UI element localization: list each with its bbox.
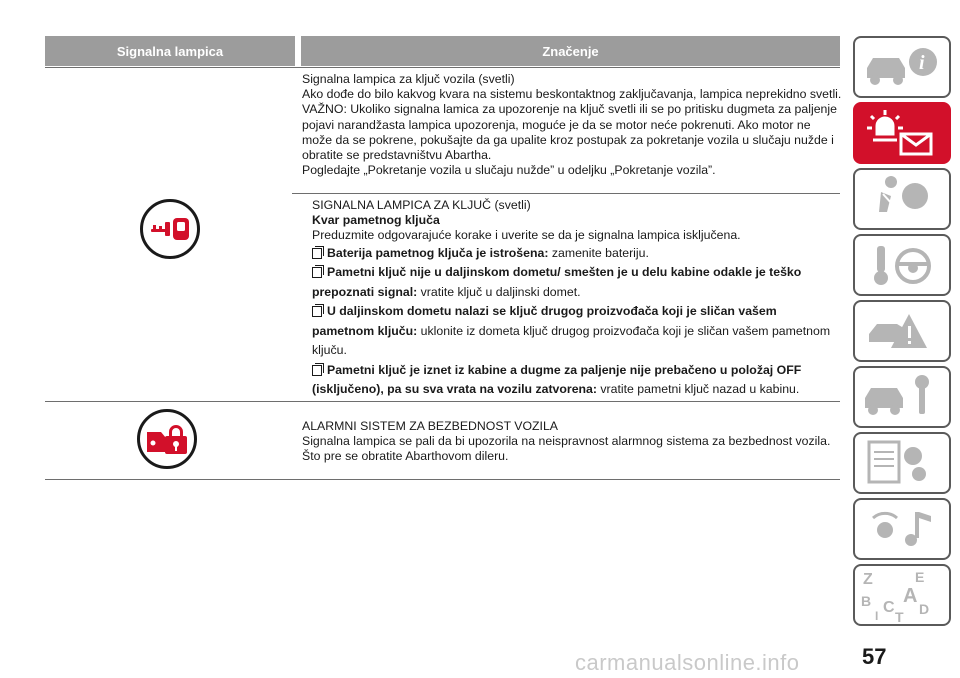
bullet-box-icon: [312, 363, 323, 375]
alarm-text-line: Što pre se obratite Abarthovom dileru.: [302, 449, 509, 464]
svg-text:i: i: [919, 52, 925, 74]
key-lamp-important-note: VAŽNO: Ukoliko signalna lamica za upozorenje na ključ svetli ili se po pritisku dugmeta za paljenje pojavi narandžasta lampica upozorenja, moguće je da se motor neće pokrenuti. Ako motor ne može da se pokrene, pokušajte da ga upalite kroz postupak za pokretanje vozila u slučaju nužde i obratite se predstavništvu Abartha.: [302, 102, 837, 163]
car-info-icon: [855, 38, 949, 96]
tab-car-info[interactable]: [853, 36, 951, 98]
alarm-title: ALARMNI SISTEM ZA BEZBEDNOST VOZILA: [302, 419, 559, 433]
key-lamp-reference: Pogledajte „Pokretanje vozila u slučaju nužde” u odeljku „Pokretanje vozila”.: [302, 163, 716, 178]
smart-key-fault-block: [302, 198, 842, 400]
tab-index[interactable]: [853, 564, 951, 626]
warning-light-message-icon: [855, 104, 949, 162]
tab-warning-lights[interactable]: [853, 102, 951, 164]
tab-emergency[interactable]: [853, 300, 951, 362]
alarm-text-line: Signalna lampica se pali da bi upozorila na neispravnost alarmnog sistema za bezbednost vozila.: [302, 434, 831, 449]
bullet-box-icon: [312, 304, 323, 316]
key-lamp-title: Signalna lampica za ključ vozila (svetli): [302, 72, 515, 86]
tab-maintenance[interactable]: [853, 366, 951, 428]
key-fault-intro: Preduzmite odgovarajuće korake i uverite se da je signalna lampica isključena.: [312, 228, 741, 243]
header-signal-lamp: Signalna lampica: [45, 36, 295, 66]
alarm-lamp-description: [302, 419, 842, 465]
bullet-box-icon: [312, 265, 323, 277]
svg-text:E: E: [915, 569, 925, 585]
alarm-security-icon: [137, 409, 197, 469]
page-number: 57: [862, 644, 887, 669]
row-divider-inner: [292, 193, 840, 194]
airbag-seat-icon: [855, 170, 949, 228]
table-header: [45, 36, 840, 66]
key-fault-subheading: Kvar pametnog ključa: [312, 213, 440, 228]
watermark: carmanualsonline.info: [575, 650, 800, 675]
svg-text:B: B: [861, 593, 872, 609]
alphabet-index-icon: [855, 566, 949, 624]
svg-text:A: A: [903, 585, 918, 607]
header-meaning: Značenje: [301, 36, 840, 66]
car-wrench-icon: [855, 368, 949, 426]
tab-safety[interactable]: [853, 168, 951, 230]
tab-technical-data[interactable]: [853, 432, 951, 494]
key-fault-heading: SIGNALNA LAMPICA ZA KLJUČ (svetli): [312, 198, 531, 212]
svg-text:T: T: [895, 609, 904, 624]
multimedia-music-icon: [855, 500, 949, 558]
tab-multimedia[interactable]: [853, 498, 951, 560]
row-divider: [45, 401, 840, 402]
svg-text:I: I: [875, 609, 879, 623]
table-bottom-line: [45, 479, 840, 480]
svg-text:Z: Z: [863, 571, 873, 588]
smart-key-fault-icon: [140, 199, 200, 259]
bullet-item: Pametni ključ je iznet iz kabine a dugme za paljenje nije prebačeno u položaj OFF (isključeno), pa su sva vrata na vozilu zatvorena: vratite pametni ključ nazad u kabinu.: [312, 362, 802, 397]
spec-sheet-gears-icon: [855, 434, 949, 492]
key-steering-wheel-icon: [855, 236, 949, 294]
header-divider: [45, 67, 840, 68]
smart-key-lamp-description: [302, 72, 842, 178]
svg-text:D: D: [919, 601, 930, 617]
bullet-item: U daljinskom dometu nalazi se ključ drugog proizvođača koji je sličan vašem pametnom ključu: uklonite iz dometa ključ drugog proizvođača koji je sličan vašem pametnom ključu.: [312, 304, 831, 358]
bullet-item: Pametni ključ nije u daljinskom dometu/ smešten je u delu kabine odakle je teško prepoznati signal: vratite ključ u daljinski domet.: [312, 265, 802, 299]
bullet-box-icon: [312, 246, 323, 258]
svg-text:C: C: [883, 599, 895, 616]
bullet-item: Baterija pametnog ključa je istrošena: zamenite bateriju.: [312, 244, 842, 264]
key-lamp-fault-text: Ako dođe do bilo kakvog kvara na sistemu beskontaktnog zaključavanja, lampica neprekidno svetli.: [302, 87, 842, 102]
car-crash-warning-icon: [855, 302, 949, 360]
tab-starting-driving[interactable]: [853, 234, 951, 296]
